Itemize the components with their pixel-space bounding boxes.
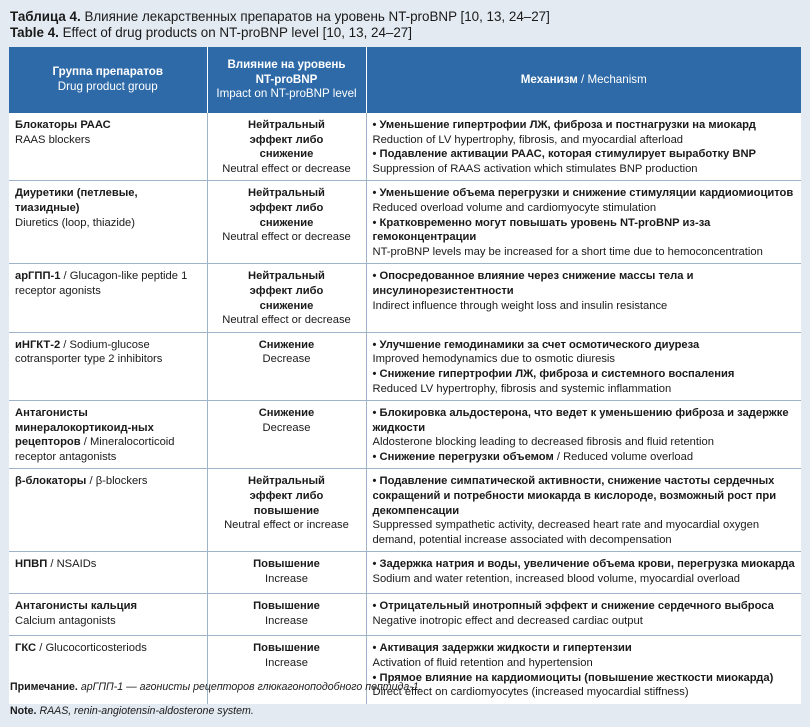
note-en [10, 704, 422, 718]
note-en-text: RAAS, renin-angiotensin-aldosterone system. [39, 705, 254, 717]
effect-ru: Нейтральный эффект либо снижение [248, 119, 325, 161]
header-drug-group-ru: Группа препаратов [52, 65, 163, 79]
drug-group-en: Mineralocorticoid receptor antagonists [15, 436, 175, 463]
mechanism-item [373, 557, 796, 586]
drug-group-en: RAAS blockers [15, 133, 91, 146]
bullet-icon: • [372, 475, 380, 488]
effect-cell [207, 552, 366, 594]
mechanism-ru [373, 641, 796, 656]
note-en-label: Note. [10, 705, 37, 717]
header-mechanism-en: Mechanism [587, 72, 647, 86]
mechanism-item [373, 147, 796, 176]
mechanism-ru [373, 406, 796, 435]
mechanism-ru-text: Уменьшение объема перегрузки и снижение стимуляции кардиомиоцитов [379, 187, 794, 200]
mechanism-cell [366, 552, 801, 594]
bullet-icon: • [372, 270, 380, 283]
bullet-icon: • [372, 558, 380, 571]
mechanism-en: Aldosterone blocking leading to decreased fibrosis and fluid retention [372, 436, 714, 449]
mechanism-item [373, 406, 796, 450]
drug-group-cell [9, 594, 207, 636]
drug-group-separator: / [47, 558, 57, 571]
effect-en: Increase [265, 657, 308, 670]
effect-en: Neutral effect or decrease [222, 314, 351, 327]
effect-cell [207, 264, 366, 332]
drug-group-separator: / [60, 270, 70, 283]
bullet-icon: • [372, 367, 380, 380]
effect-en: Neutral effect or decrease [222, 231, 351, 244]
drug-group-separator: / [60, 338, 70, 351]
mechanism-ru-text: Подавление симпатической активности, снижение частоты сердечных сокращений и потребности миокарда в кислороде, возможный рост при декомпенсации [372, 475, 777, 517]
effect-en: Increase [265, 573, 308, 586]
mechanism-item [373, 671, 796, 700]
mechanism-ru [373, 186, 796, 201]
mechanism-cell [366, 264, 801, 332]
bullet-icon: • [372, 600, 380, 613]
mechanism-ru [373, 599, 796, 614]
mechanism-item [373, 186, 796, 215]
header-impact-ru-2: NT-proBNP [255, 72, 318, 86]
header-impact-ru-1: Влияние на уровень [227, 58, 346, 72]
mechanism-en: Reduced volume overload [563, 450, 694, 463]
header-drug-group [9, 47, 207, 113]
table-row [9, 264, 801, 332]
drug-group-cell [9, 113, 207, 181]
bullet-icon: • [372, 338, 380, 351]
table-row [9, 332, 801, 400]
drug-group-cell [9, 552, 207, 594]
table-notes [10, 680, 422, 718]
drug-group-en: NSAIDs [56, 558, 97, 571]
mechanism-en: Improved hemodynamics due to osmotic diuresis [372, 353, 616, 366]
mechanism-cell [366, 636, 801, 704]
drug-group-ru: арГПП-1 [15, 270, 61, 283]
table-row [9, 401, 801, 469]
effect-en: Neutral effect or increase [224, 519, 349, 532]
mechanism-ru [373, 451, 554, 463]
mechanism-ru [373, 147, 796, 162]
mechanism-cell [366, 401, 801, 469]
mechanism-en: Negative inotropic effect and decreased cardiac output [372, 615, 643, 628]
mechanism-ru-text: Снижение гипертрофии ЛЖ, фиброза и системного воспаления [379, 367, 735, 380]
effect-ru: Снижение [258, 338, 315, 351]
drug-group-cell [9, 332, 207, 400]
mechanism-cell [366, 113, 801, 181]
drug-group-en: Glucocorticosteriods [45, 642, 147, 655]
mechanism-ru [373, 216, 796, 245]
bullet-icon: • [372, 642, 380, 655]
drug-group-ru: Диуретики (петлевые, тиазидные) [15, 187, 138, 214]
drug-group-ru: ГКС [15, 642, 37, 655]
effect-cell [207, 469, 366, 552]
mechanism-ru-text: Снижение перегрузки объемом [379, 450, 554, 463]
mechanism-en: Activation of fluid retention and hypertension [372, 657, 593, 670]
note-ru [10, 680, 422, 694]
bullet-icon: • [372, 407, 380, 420]
bullet-icon: • [372, 187, 380, 200]
mechanism-en: Sodium and water retention, increased blood volume, myocardial overload [372, 573, 741, 586]
effect-cell [207, 113, 366, 181]
drug-group-ru: Антагонисты минералокортикоид-ных рецепторов [15, 407, 154, 449]
effect-ru: Повышение [253, 642, 320, 655]
mechanism-ru-text: Отрицательный инотропный эффект и снижение сердечного выброса [379, 600, 774, 613]
mechanism-item [373, 641, 796, 670]
mechanism-ru-text: Подавление активации РААС, которая стимулирует выработку BNP [379, 148, 757, 161]
mechanism-ru [373, 367, 796, 382]
effect-ru: Повышение [253, 600, 320, 613]
mechanism-ru-text: Блокировка альдостерона, что ведет к уменьшению фиброза и задержке жидкости [372, 407, 789, 434]
header-drug-group-en: Drug product group [57, 80, 158, 93]
drug-group-ru: Блокаторы РААС [15, 119, 111, 131]
mechanism-ru [373, 118, 796, 133]
bullet-icon: • [372, 671, 380, 684]
drug-group-ru: β-блокаторы [15, 475, 87, 488]
table-row [9, 594, 801, 636]
caption-en-text: Effect of drug products on NT-proBNP level [10, 13, 24–27] [62, 25, 412, 40]
mechanism-en: Reduced LV hypertrophy, fibrosis and systemic inflammation [372, 382, 672, 395]
drug-group-cell [9, 401, 207, 469]
table-row [9, 181, 801, 264]
table-row [9, 552, 801, 594]
effect-ru: Снижение [258, 407, 315, 420]
effect-ru: Повышение [253, 558, 320, 571]
bullet-icon: • [372, 450, 380, 463]
drug-group-separator: / [86, 475, 96, 488]
effect-cell [207, 401, 366, 469]
mechanism-ru [373, 671, 796, 686]
mechanism-item [373, 269, 796, 313]
drug-group-en: Glucagon-like peptide 1 receptor agonists [15, 270, 188, 297]
mechanism-item [373, 118, 796, 147]
effect-cell [207, 181, 366, 264]
drug-group-en: β-blockers [95, 475, 148, 488]
header-impact-en: Impact on NT-proBNP level [216, 87, 357, 101]
table-body [9, 113, 801, 704]
mechanism-ru-text: Опосредованное влияние через снижение массы тела и инсулинорезистентности [372, 270, 694, 297]
effect-ru: Нейтральный эффект либо снижение [248, 187, 325, 229]
mechanism-ru-text: Уменьшение гипертрофии ЛЖ, фиброза и постнагрузки на миокард [379, 119, 756, 131]
effect-en: Neutral effect or decrease [222, 162, 351, 175]
bullet-icon: • [372, 148, 380, 161]
drug-group-cell [9, 469, 207, 552]
mechanism-cell [366, 181, 801, 264]
table-row [9, 469, 801, 552]
mechanism-cell [366, 332, 801, 400]
drug-group-cell [9, 264, 207, 332]
effect-cell [207, 594, 366, 636]
header-mechanism [366, 47, 801, 113]
mechanism-en: Direct effect on cardiomyocytes (increased myocardial stiffness) [372, 686, 689, 699]
mechanism-item [373, 216, 796, 260]
mechanism-en: Indirect influence through weight loss and insulin resistance [372, 299, 668, 312]
mechanism-item [373, 450, 796, 465]
table-row [9, 113, 801, 181]
mechanism-ru-text: Задержка натрия и воды, увеличение объема крови, перегрузка миокарда [379, 558, 795, 571]
mechanism-item [373, 338, 796, 367]
mechanism-separator: / [553, 450, 564, 463]
effect-ru: Нейтральный эффект либо повышение [248, 475, 325, 517]
caption-ru-text: Влияние лекарственных препаратов на уровень NT-proBNP [10, 13, 24–27] [84, 9, 550, 24]
header-mechanism-sep: / [577, 72, 588, 86]
mechanism-en: Reduced overload volume and cardiomyocyte stimulation [372, 201, 657, 214]
note-ru-text: арГПП-1 — агонисты рецепторов глюкагоноподобного пептида-1. [80, 681, 422, 693]
caption-en [10, 25, 800, 41]
bullet-icon: • [372, 119, 380, 131]
note-ru-label: Примечание. [10, 681, 78, 693]
mechanism-ru-text: Улучшение гемодинамики за счет осмотического диуреза [379, 338, 700, 351]
mechanism-ru-text: Прямое влияние на кардиомиоциты (повышение жесткости миокарда) [379, 671, 774, 684]
table-container [9, 47, 801, 704]
drug-effects-table [9, 47, 801, 704]
drug-group-cell [9, 181, 207, 264]
bullet-icon: • [372, 216, 380, 229]
drug-group-separator: / [80, 436, 90, 449]
mechanism-ru [373, 557, 796, 572]
drug-group-ru: НПВП [15, 558, 48, 571]
mechanism-en: Suppression of RAAS activation which stimulates BNP production [372, 162, 698, 175]
mechanism-ru-text: Кратковременно могут повышать уровень NT-proBNP из-за гемоконцентрации [372, 216, 711, 244]
mechanism-en: NT-proBNP levels may be increased for a short time due to hemoconcentration [372, 245, 763, 258]
mechanism-item [373, 599, 796, 628]
mechanism-en: Suppressed sympathetic activity, decreased heart rate and myocardial oxygen demand, potential increase associated with decompensation [372, 519, 760, 546]
drug-group-separator: / [36, 642, 46, 655]
effect-en: Decrease [262, 353, 311, 366]
mechanism-item [373, 367, 796, 396]
caption-en-prefix: Table 4. [10, 25, 59, 40]
drug-group-ru: иНГКТ-2 [15, 338, 61, 351]
table-header-row [9, 47, 801, 113]
mechanism-ru-text: Активация задержки жидкости и гипертензии [379, 642, 632, 655]
effect-ru: Нейтральный эффект либо снижение [248, 270, 325, 312]
drug-group-en: Calcium antagonists [15, 615, 116, 628]
mechanism-ru [373, 338, 796, 353]
header-mechanism-ru: Механизм [520, 72, 578, 86]
table-caption [0, 0, 810, 40]
mechanism-ru [373, 474, 796, 518]
header-impact [207, 47, 366, 113]
caption-ru-prefix: Таблица 4. [10, 9, 81, 24]
drug-group-en: Sodium-glucose cotransporter type 2 inhibitors [15, 338, 163, 366]
mechanism-item [373, 474, 796, 547]
effect-en: Increase [265, 615, 308, 628]
drug-group-en: Diuretics (loop, thiazide) [15, 216, 136, 229]
mechanism-cell [366, 594, 801, 636]
mechanism-ru [373, 269, 796, 298]
caption-ru [10, 9, 800, 25]
effect-cell [207, 332, 366, 400]
effect-en: Decrease [262, 421, 311, 434]
mechanism-en: Reduction of LV hypertrophy, fibrosis, and myocardial afterload [372, 133, 684, 146]
drug-group-ru: Антагонисты кальция [15, 600, 137, 613]
mechanism-cell [366, 469, 801, 552]
